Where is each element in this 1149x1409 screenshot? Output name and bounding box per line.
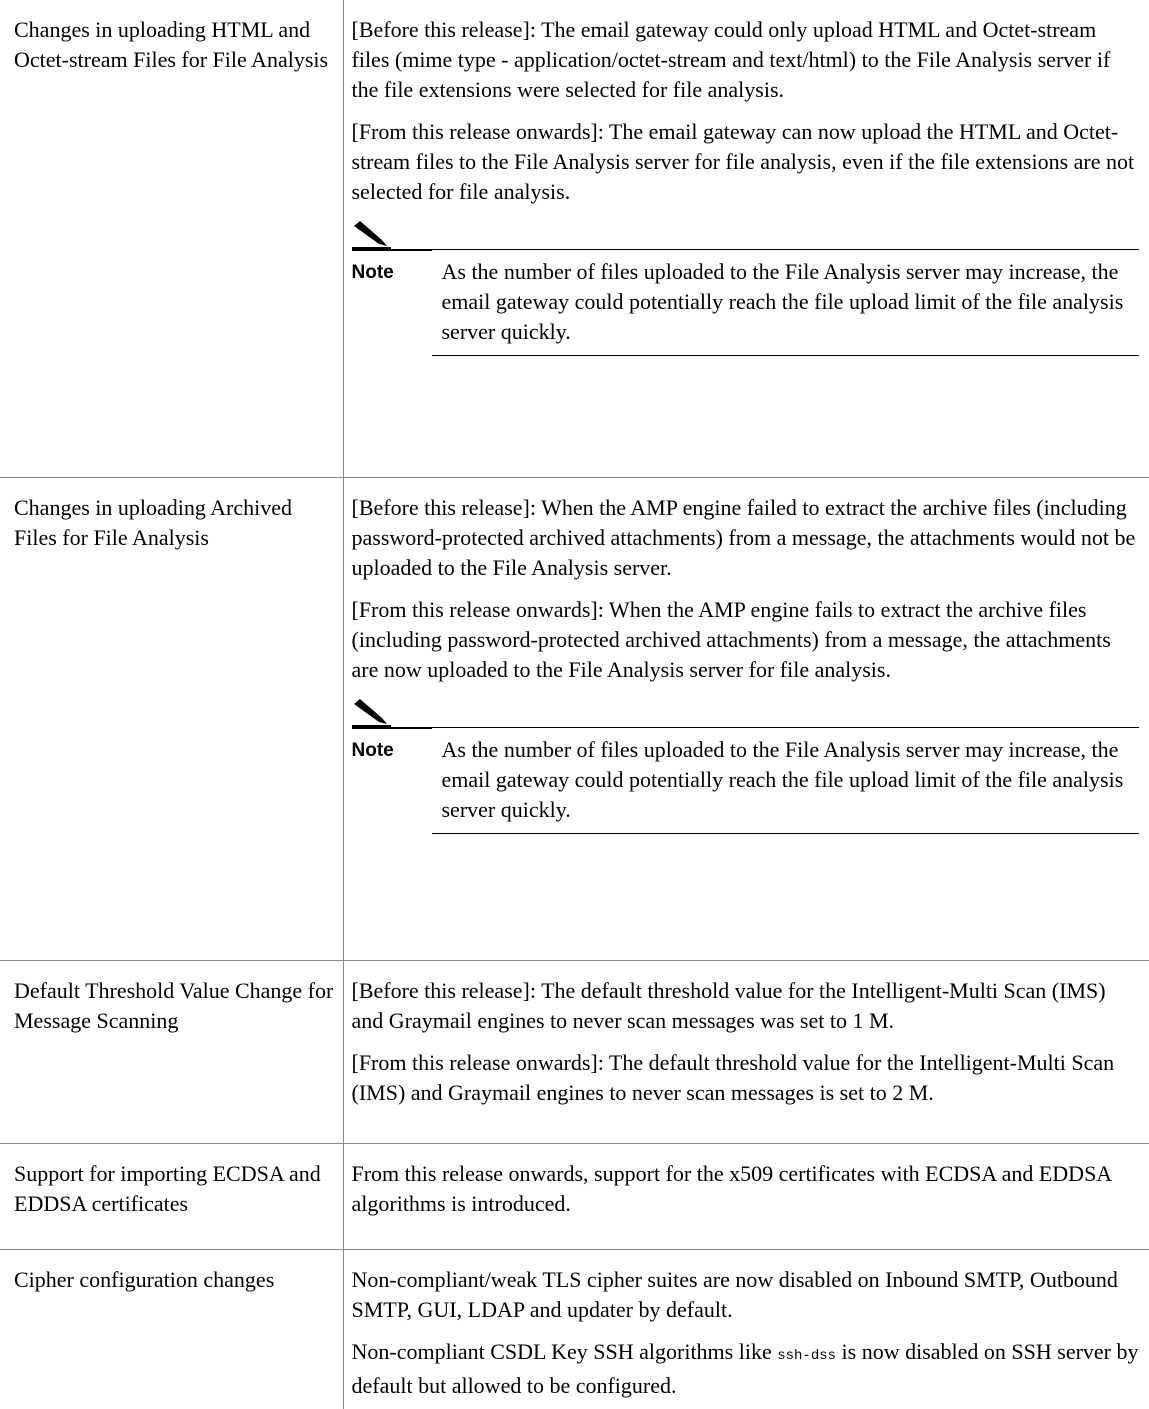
description-cell: [343, 1143, 1149, 1249]
pencil-icon: [352, 219, 1140, 249]
feature-name-cell: [0, 1249, 343, 1409]
text-segment: Non-compliant CSDL Key SSH algorithms like: [351, 1338, 778, 1364]
note-block: [352, 219, 1140, 356]
description-cell: [343, 960, 1149, 1143]
note-text: As the number of files uploaded to the File Analysis server may increase, the email gateway could potentially reach the file upload limit of the file analysis server quickly.: [432, 249, 1140, 356]
code-snippet: ssh-dss: [777, 1347, 837, 1364]
note-label: Note: [352, 249, 432, 356]
table-row: [0, 960, 1149, 1143]
feature-name-cell: [0, 0, 343, 477]
feature-name: Default Threshold Value Change for Message Scanning: [14, 977, 334, 1033]
feature-name: Cipher configuration changes: [14, 1266, 275, 1292]
description-paragraph: Non-compliant/weak TLS cipher suites are now disabled on Inbound SMTP, Outbound SMTP, GUI, LDAP and updater by default.: [351, 1266, 1118, 1322]
feature-name: Changes in uploading HTML and Octet-stream Files for File Analysis: [14, 17, 329, 72]
note-text: As the number of files uploaded to the File Analysis server may increase, the email gateway could potentially reach the file upload limit of the file analysis server quickly.: [432, 727, 1140, 834]
description-paragraph: [Before this release]: The email gateway could only upload HTML and Octet-stream files (mime type - application/octet-stream and text/html) to the File Analysis server if the file extensions were selected for file analysis.: [351, 17, 1111, 102]
note-label: Note: [352, 727, 432, 834]
description-paragraph: From this release onwards, support for the x509 certificates with ECDSA and EDDSA algorithms is introduced.: [351, 1160, 1111, 1216]
description-cell: [343, 1249, 1149, 1409]
note-block: [352, 697, 1140, 834]
description-paragraph: [Before this release]: When the AMP engine failed to extract the archive files (including password-protected archived attachments) from a message, the attachments would not be uploaded to the File Analysis server.: [351, 494, 1136, 580]
feature-name-cell: [0, 1143, 343, 1249]
feature-name: Support for importing ECDSA and EDDSA certificates: [14, 1160, 321, 1216]
pencil-icon: [352, 697, 1140, 727]
description-paragraph-with-code: [352, 1337, 1140, 1401]
table-row: [0, 1249, 1149, 1409]
table-row: [0, 1143, 1149, 1249]
description-cell: [343, 477, 1149, 960]
description-cell: [343, 0, 1149, 477]
feature-name: Changes in uploading Archived Files for File Analysis: [14, 494, 293, 550]
table-row: [0, 477, 1149, 960]
description-paragraph: [Before this release]: The default threshold value for the Intelligent-Multi Scan (IMS) and Graymail engines to never scan messages was set to 1 M.: [351, 977, 1106, 1033]
table-row: [0, 0, 1149, 477]
text-segment: is now disabled on SSH server by default but allowed to be configured.: [351, 1338, 1139, 1398]
description-paragraph: [From this release onwards]: The email gateway can now upload the HTML and Octet-stream files to the File Analysis server for file analysis, even if the file extensions are not selected for file analysis.: [351, 119, 1135, 204]
feature-name-cell: [0, 477, 343, 960]
description-paragraph: [From this release onwards]: The default threshold value for the Intelligent-Multi Scan (IMS) and Graymail engines to never scan messages is set to 2 M.: [351, 1049, 1115, 1105]
feature-name-cell: [0, 960, 343, 1143]
description-paragraph: [From this release onwards]: When the AMP engine fails to extract the archive files (including password-protected archived attachments) from a message, the attachments are now uploaded to the File Analysis server for file analysis.: [351, 596, 1111, 682]
